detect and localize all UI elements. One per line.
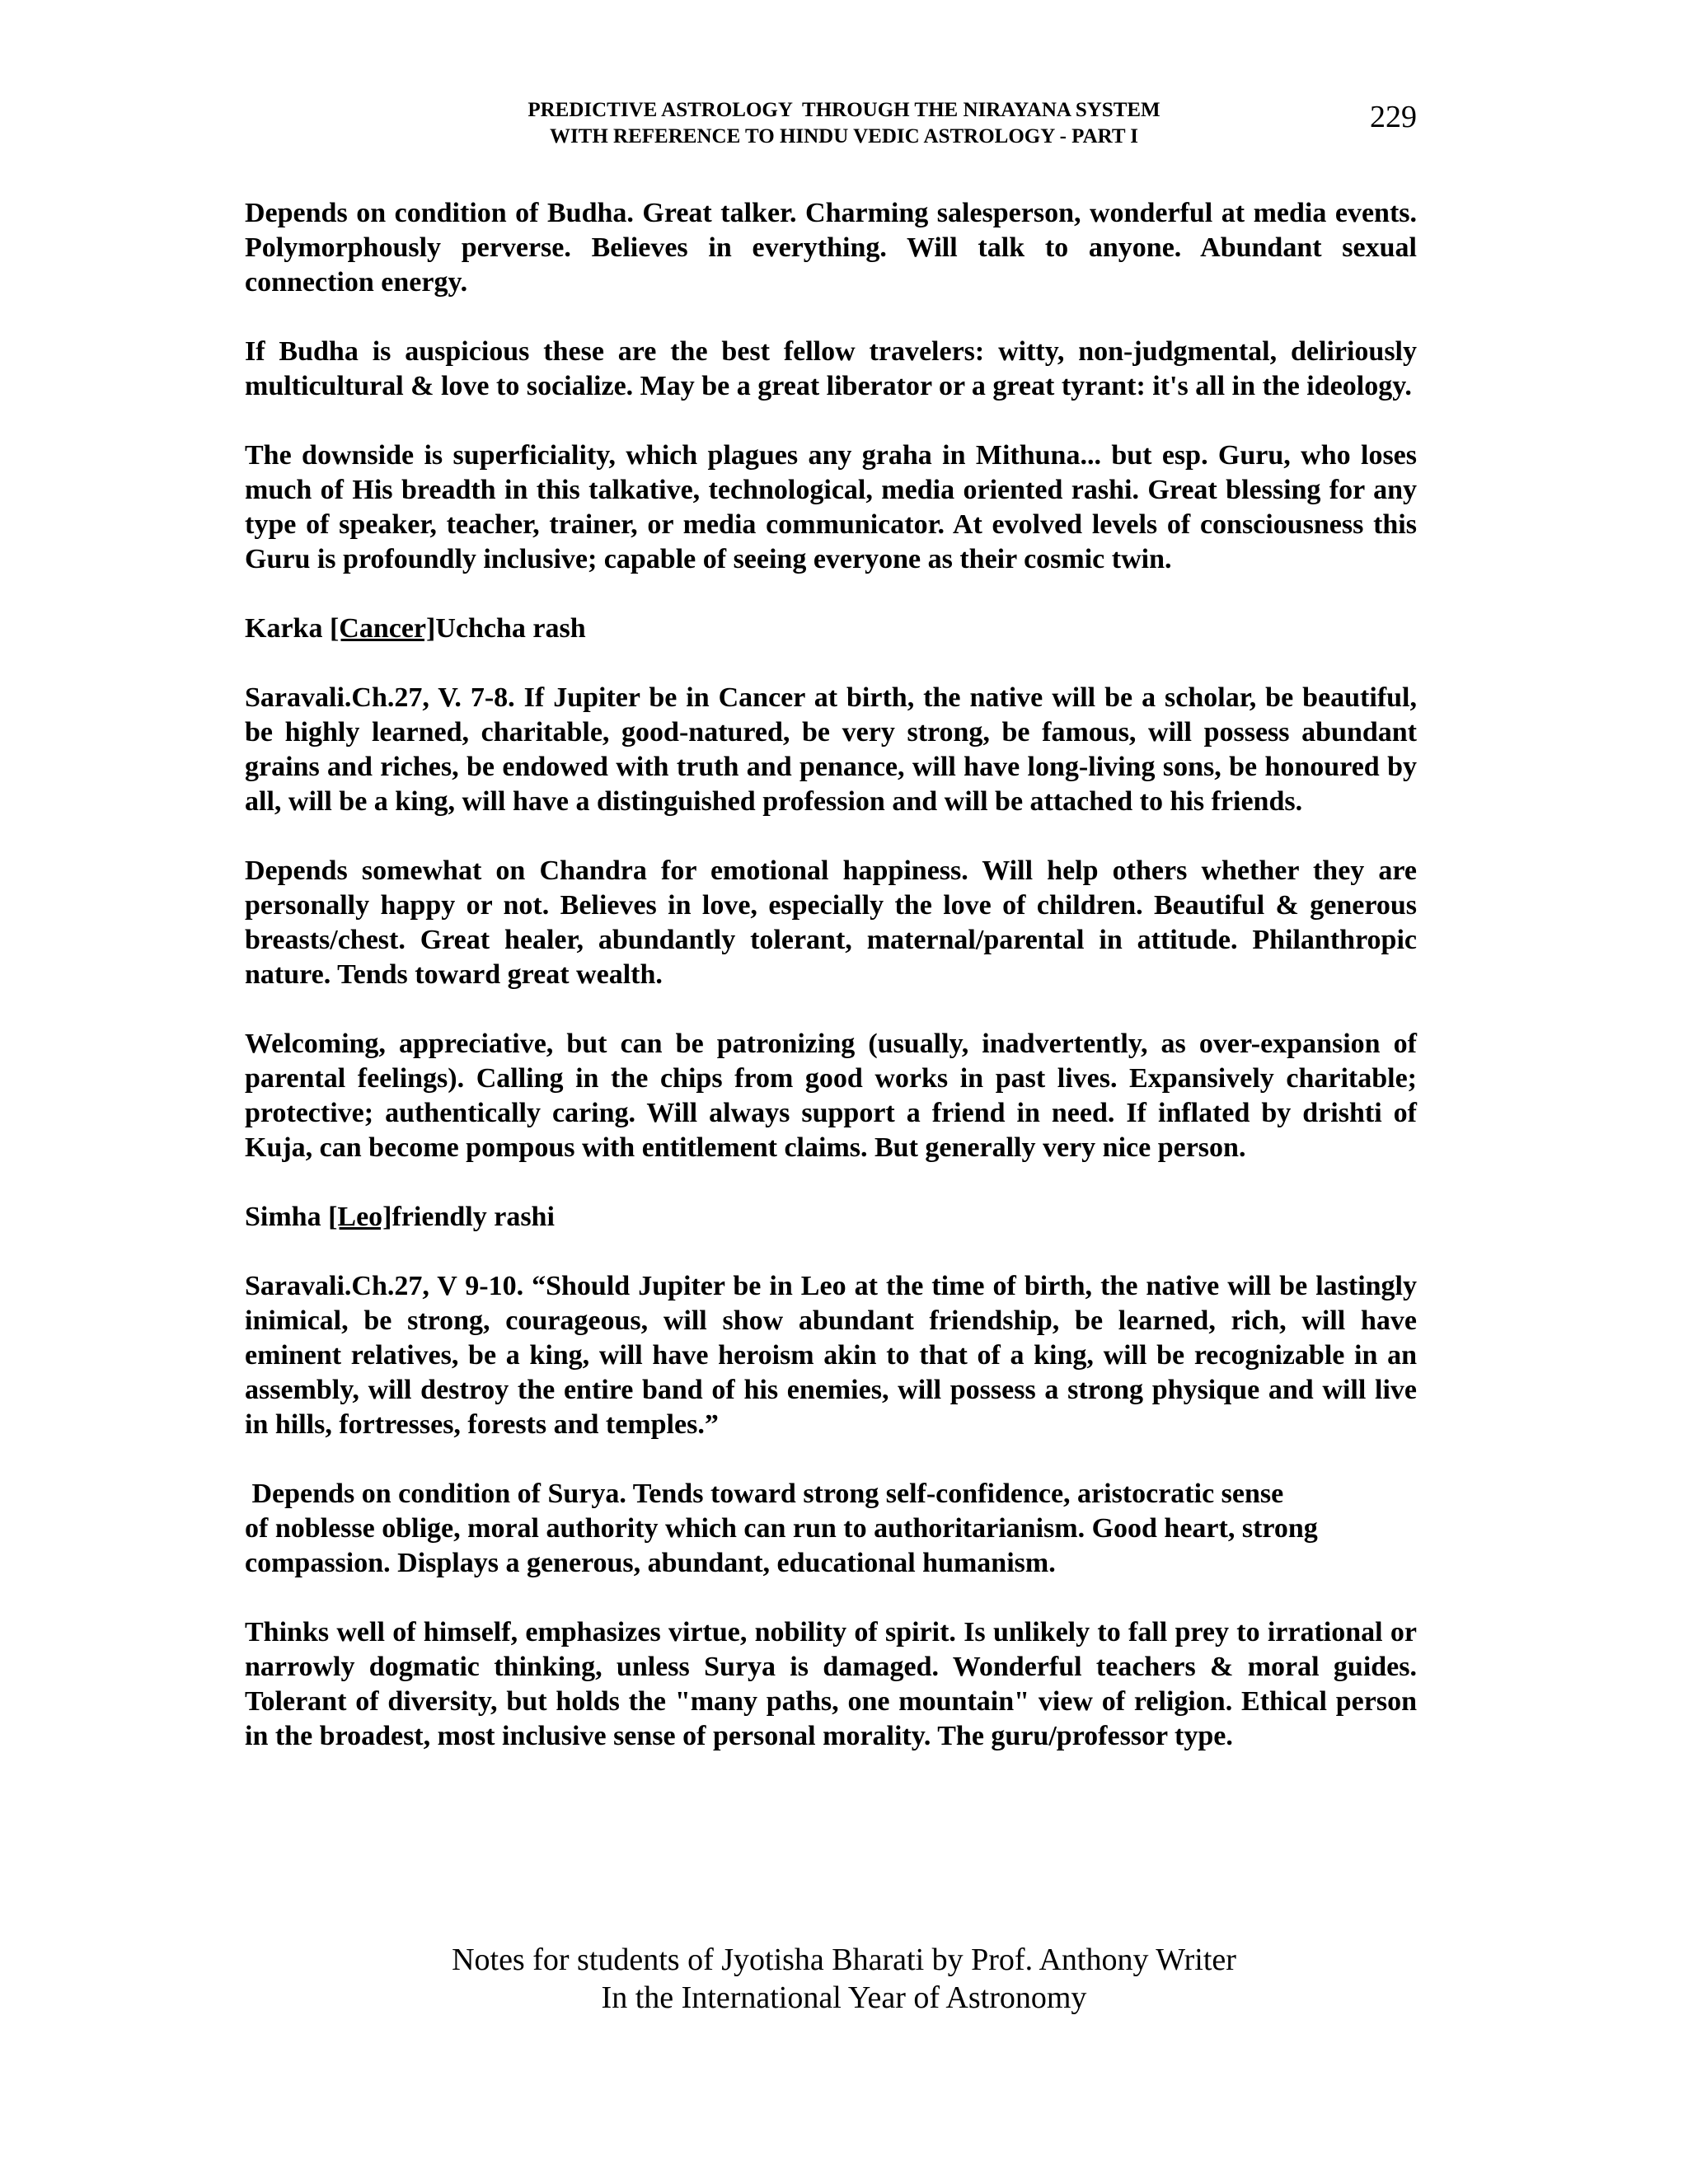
- cancer-link[interactable]: [Cancer]: [329, 613, 436, 644]
- page-body: [245, 196, 1417, 1788]
- running-header: [0, 97, 1688, 150]
- paragraph-welcoming: Welcoming, appreciative, but can be patronizing (usually, inadvertently, as over-expansion of parental feelings). Calling in the chips from good works in past lives. Expansively charitable; protective; authentically caring. Will always support a friend in need. If inflated by drishti of Kuja, can become pompous with entitlement claims. But generally very nice person.: [245, 1029, 1417, 1163]
- surya-line-3: compassion. Displays a generous, abundant, educational humanism.: [245, 1548, 1056, 1578]
- footer-line-1: Notes for students of Jyotisha Bharati by Prof. Anthony Writer: [452, 1943, 1236, 1977]
- header-line-2: WITH REFERENCE TO HINDU VEDIC ASTROLOGY - PART I: [549, 125, 1139, 148]
- paragraph-downside-superficiality: The downside is superficiality, which plagues any graha in Mithuna... but esp. Guru, who loses much of His breadth in this talkative, technological, media oriented rashi. Great blessing for any type of speaker, teacher, trainer, or media communicator. At evolved levels of consciousness this Guru is profoundly inclusive; capable of seeing everyone as their cosmic twin.: [245, 440, 1417, 574]
- surya-line-2: of noblesse oblige, moral authority which can run to authoritarianism. Good heart, strong: [245, 1513, 1318, 1544]
- paragraph-saravali-cancer: Saravali.Ch.27, V. 7-8. If Jupiter be in Cancer at birth, the native will be a scholar, be beautiful, be highly learned, charitable, good-natured, be very strong, be famous, will possess abundant grains and riches, be endowed with truth and penance, will have long-living sons, be honoured by all, will be a king, will have a distinguished profession and will be attached to his friends.: [245, 682, 1417, 817]
- paragraph-saravali-leo: Saravali.Ch.27, V 9-10. “Should Jupiter be in Leo at the time of birth, the native will be lastingly inimical, be strong, courageous, will show abundant friendship, be learned, rich, will have eminent relatives, be a king, will have heroism akin to that of a king, will be recognizable in an assembly, will destroy the entire band of his enemies, will possess a strong physique and will live in hills, fortresses, forests and temples.”: [245, 1271, 1417, 1440]
- leo-link[interactable]: [Leo]: [328, 1202, 392, 1232]
- heading-karka-suffix: Uchcha rash: [435, 613, 586, 644]
- page-number: 229: [1370, 100, 1417, 134]
- heading-simha-prefix: Simha: [245, 1202, 329, 1232]
- heading-simha-suffix: friendly rashi: [392, 1202, 555, 1232]
- surya-line-1: Depends on condition of Surya. Tends toward strong self-confidence, aristocratic sense: [251, 1479, 1284, 1509]
- paragraph-surya-condition: [245, 1477, 1417, 1581]
- footer-line-2: In the International Year of Astronomy: [601, 1980, 1087, 2015]
- paragraph-thinks-well: Thinks well of himself, emphasizes virtue, nobility of spirit. Is unlikely to fall prey to irrational or narrowly dogmatic thinking, unless Surya is damaged. Wonderful teachers & moral guides. Tolerant of diversity, but holds the "many paths, one mountain" view of religion. Ethical person in the broadest, most inclusive sense of personal morality. The guru/professor type.: [245, 1617, 1417, 1751]
- paragraph-budha-talker: Depends on condition of Budha. Great talker. Charming salesperson, wonderful at media events. Polymorphously perverse. Believes in everything. Will talk to anyone. Abundant sexual connection energy.: [245, 198, 1417, 298]
- paragraph-chandra-happiness: Depends somewhat on Chandra for emotional happiness. Will help others whether they are personally happy or not. Believes in love, especially the love of children. Beautiful & generous breasts/chest. Great healer, abundantly tolerant, maternal/parental in attitude. Philanthropic nature. Tends toward great wealth.: [245, 855, 1417, 990]
- section-heading-simha: [245, 1200, 1417, 1235]
- page-footer: [0, 1941, 1688, 2017]
- paragraph-budha-auspicious: If Budha is auspicious these are the best fellow travelers: witty, non-judgmental, deliriously multicultural & love to socialize. May be a great liberator or a great tyrant: it's all in the ideology.: [245, 336, 1417, 401]
- heading-karka-prefix: Karka: [245, 613, 330, 644]
- section-heading-karka: [245, 612, 1417, 646]
- header-line-1: PREDICTIVE ASTROLOGY THROUGH THE NIRAYANA SYSTEM: [528, 99, 1160, 121]
